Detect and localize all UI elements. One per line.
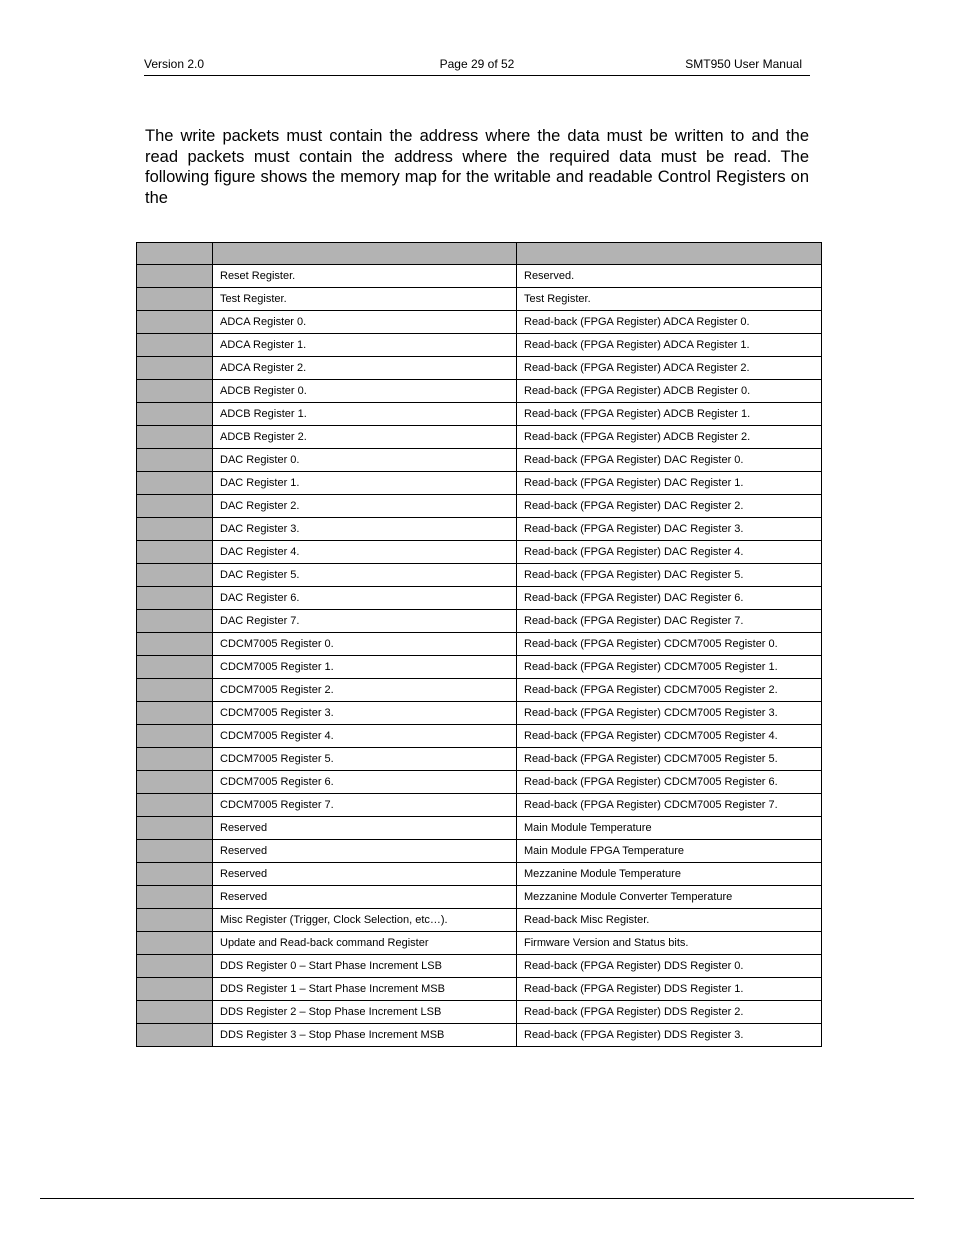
table-row [137,771,822,794]
write-register-cell: Misc Register (Trigger, Clock Selection, etc…). [213,909,517,932]
write-register-cell: DDS Register 1 – Start Phase Increment MSB [213,978,517,1001]
read-register-cell: Mezzanine Module Temperature [517,863,822,886]
write-register-cell: DAC Register 2. [213,495,517,518]
read-register-cell: Read-back (FPGA Register) ADCB Register 1. [517,403,822,426]
write-register-cell: Reserved [213,840,517,863]
address-cell [137,978,213,1001]
address-cell [137,748,213,771]
read-register-cell: Read-back (FPGA Register) CDCM7005 Register 0. [517,633,822,656]
write-register-cell: Test Register. [213,288,517,311]
table-row [137,449,822,472]
header-cell-address [137,243,213,265]
address-cell [137,656,213,679]
write-register-cell: DAC Register 3. [213,518,517,541]
page-number: Page 29 of 52 [439,57,515,71]
write-register-cell: DDS Register 0 – Start Phase Increment LSB [213,955,517,978]
write-register-cell: DAC Register 7. [213,610,517,633]
read-register-cell: Read-back (FPGA Register) CDCM7005 Register 1. [517,656,822,679]
table-row [137,886,822,909]
address-cell [137,265,213,288]
table-row [137,794,822,817]
address-cell [137,311,213,334]
table-row [137,265,822,288]
write-register-cell: CDCM7005 Register 5. [213,748,517,771]
read-register-cell: Read-back (FPGA Register) DAC Register 1. [517,472,822,495]
write-register-cell: CDCM7005 Register 0. [213,633,517,656]
table-row [137,679,822,702]
address-cell [137,1001,213,1024]
address-cell [137,587,213,610]
read-register-cell: Read-back (FPGA Register) CDCM7005 Register 7. [517,794,822,817]
table-row [137,541,822,564]
address-cell [137,564,213,587]
header-cell-read [517,243,822,265]
address-cell [137,932,213,955]
table-row [137,702,822,725]
table-row [137,1001,822,1024]
address-cell [137,725,213,748]
table-row [137,840,822,863]
address-cell [137,610,213,633]
address-cell [137,840,213,863]
read-register-cell: Read-back (FPGA Register) ADCB Register 0. [517,380,822,403]
read-register-cell: Read-back (FPGA Register) CDCM7005 Register 4. [517,725,822,748]
write-register-cell: CDCM7005 Register 2. [213,679,517,702]
table-row [137,426,822,449]
write-register-cell: Reserved [213,886,517,909]
table-row [137,978,822,1001]
read-register-cell: Read-back (FPGA Register) CDCM7005 Register 2. [517,679,822,702]
write-register-cell: DDS Register 3 – Stop Phase Increment MSB [213,1024,517,1047]
read-register-cell: Read-back (FPGA Register) DAC Register 5. [517,564,822,587]
write-register-cell: ADCB Register 1. [213,403,517,426]
address-cell [137,426,213,449]
read-register-cell: Test Register. [517,288,822,311]
read-register-cell: Read-back (FPGA Register) CDCM7005 Register 3. [517,702,822,725]
write-register-cell: CDCM7005 Register 4. [213,725,517,748]
address-cell [137,541,213,564]
address-cell [137,863,213,886]
read-register-cell: Read-back (FPGA Register) CDCM7005 Register 6. [517,771,822,794]
table-row [137,403,822,426]
manual-title: SMT950 User Manual [685,57,802,71]
table-row [137,495,822,518]
read-register-cell: Firmware Version and Status bits. [517,932,822,955]
read-register-cell: Read-back (FPGA Register) DDS Register 2. [517,1001,822,1024]
read-register-cell: Read-back (FPGA Register) DDS Register 1. [517,978,822,1001]
address-cell [137,380,213,403]
address-cell [137,288,213,311]
read-register-cell: Reserved. [517,265,822,288]
write-register-cell: Reserved [213,817,517,840]
write-register-cell: ADCA Register 0. [213,311,517,334]
write-register-cell: CDCM7005 Register 7. [213,794,517,817]
version-label: Version 2.0 [144,57,205,71]
address-cell [137,403,213,426]
page-header [144,57,810,76]
write-register-cell: ADCB Register 2. [213,426,517,449]
address-cell [137,817,213,840]
table-header-row [137,243,822,265]
address-cell [137,472,213,495]
read-register-cell: Read-back (FPGA Register) DDS Register 3. [517,1024,822,1047]
register-map-table [136,242,822,1047]
read-register-cell: Read-back (FPGA Register) DAC Register 6. [517,587,822,610]
table-row [137,518,822,541]
write-register-cell: DDS Register 2 – Stop Phase Increment LSB [213,1001,517,1024]
table-row [137,817,822,840]
table-row [137,564,822,587]
intro-paragraph: The write packets must contain the address where the data must be written to and the read packets must contain the address where the required data must be read. The following figure shows the memory map for the writable and readable Control Registers on the [145,127,809,207]
write-register-cell: Update and Read-back command Register [213,932,517,955]
write-register-cell: ADCA Register 2. [213,357,517,380]
table-row [137,863,822,886]
table-row [137,587,822,610]
write-register-cell: DAC Register 5. [213,564,517,587]
address-cell [137,794,213,817]
address-cell [137,909,213,932]
address-cell [137,449,213,472]
read-register-cell: Main Module FPGA Temperature [517,840,822,863]
write-register-cell: CDCM7005 Register 1. [213,656,517,679]
write-register-cell: DAC Register 1. [213,472,517,495]
read-register-cell: Main Module Temperature [517,817,822,840]
read-register-cell: Read-back (FPGA Register) DAC Register 4. [517,541,822,564]
table-row [137,380,822,403]
table-row [137,334,822,357]
table-row [137,610,822,633]
read-register-cell: Read-back (FPGA Register) ADCA Register 2. [517,357,822,380]
table-row [137,288,822,311]
write-register-cell: CDCM7005 Register 6. [213,771,517,794]
header-cell-write [213,243,517,265]
write-register-cell: DAC Register 6. [213,587,517,610]
write-register-cell: ADCA Register 1. [213,334,517,357]
read-register-cell: Read-back (FPGA Register) DAC Register 3. [517,518,822,541]
table-row [137,909,822,932]
address-cell [137,702,213,725]
table-row [137,357,822,380]
footer-rule [40,1198,914,1199]
address-cell [137,1024,213,1047]
table-row [137,748,822,771]
address-cell [137,955,213,978]
table-row [137,1024,822,1047]
read-register-cell: Read-back (FPGA Register) DAC Register 2. [517,495,822,518]
table-row [137,311,822,334]
write-register-cell: DAC Register 4. [213,541,517,564]
table-row [137,633,822,656]
address-cell [137,771,213,794]
read-register-cell: Read-back (FPGA Register) CDCM7005 Register 5. [517,748,822,771]
read-register-cell: Mezzanine Module Converter Temperature [517,886,822,909]
address-cell [137,495,213,518]
read-register-cell: Read-back (FPGA Register) DAC Register 7. [517,610,822,633]
table-row [137,725,822,748]
table-row [137,955,822,978]
read-register-cell: Read-back (FPGA Register) DDS Register 0. [517,955,822,978]
read-register-cell: Read-back (FPGA Register) DAC Register 0. [517,449,822,472]
address-cell [137,679,213,702]
address-cell [137,518,213,541]
write-register-cell: Reserved [213,863,517,886]
write-register-cell: DAC Register 0. [213,449,517,472]
table-row [137,656,822,679]
write-register-cell: Reset Register. [213,265,517,288]
read-register-cell: Read-back (FPGA Register) ADCA Register 0. [517,311,822,334]
address-cell [137,886,213,909]
write-register-cell: ADCB Register 0. [213,380,517,403]
address-cell [137,334,213,357]
read-register-cell: Read-back (FPGA Register) ADCB Register 2. [517,426,822,449]
address-cell [137,633,213,656]
write-register-cell: CDCM7005 Register 3. [213,702,517,725]
table-row [137,932,822,955]
read-register-cell: Read-back (FPGA Register) ADCA Register 1. [517,334,822,357]
read-register-cell: Read-back Misc Register. [517,909,822,932]
table-row [137,472,822,495]
address-cell [137,357,213,380]
